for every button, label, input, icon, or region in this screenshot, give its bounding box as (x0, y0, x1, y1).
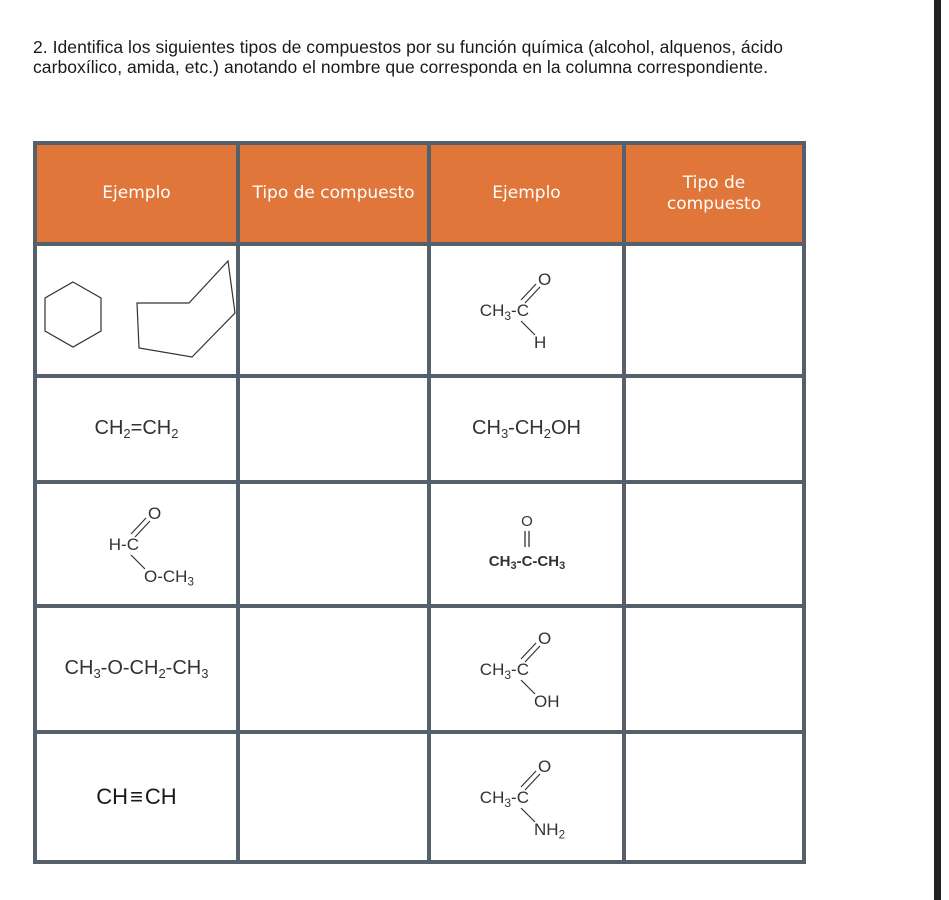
answer-cell[interactable] (624, 244, 804, 376)
chair-conformation-icon (137, 261, 235, 357)
bond-line (131, 518, 146, 534)
bond-line (525, 287, 540, 303)
oxygen-atom: O (537, 629, 551, 648)
example-cell (35, 244, 238, 376)
bond-line (521, 321, 535, 335)
answer-cell[interactable] (238, 732, 429, 862)
formula-text: $CH_3-O-CH_2-CH_3$ (64, 657, 209, 681)
answer-cell[interactable] (238, 606, 429, 732)
bond-line (521, 680, 535, 694)
carbonyl-structure (452, 619, 602, 719)
table-row (35, 732, 804, 862)
oxygen-atom: O (537, 270, 551, 289)
example-cell (429, 482, 624, 606)
example-cell (429, 244, 624, 376)
bond-line (521, 808, 535, 822)
answer-cell[interactable] (238, 376, 429, 482)
answer-cell[interactable] (238, 482, 429, 606)
cyclohexane-structures (39, 251, 234, 369)
formula-text: $CH_2=CH_2$ (94, 417, 179, 441)
bond-line (525, 646, 540, 662)
table-row (35, 606, 804, 732)
chain-label: $CH_3-C$ (479, 788, 529, 810)
compound-table (33, 141, 806, 864)
oxygen-atom: O (537, 757, 551, 776)
bond-line (521, 771, 536, 787)
example-cell (35, 376, 238, 482)
answer-cell[interactable] (624, 376, 804, 482)
substituent-label: OH (533, 692, 559, 711)
ketone-chain: $CH_3-C-CH_3$ (488, 553, 565, 572)
carbonyl-structure (452, 260, 602, 360)
bond-line (521, 284, 536, 300)
oxygen-atom: O (147, 504, 161, 523)
page-edge-rule (934, 0, 941, 900)
carbonyl-structure (452, 747, 602, 847)
table-row (35, 244, 804, 376)
header-ejemplo-1: Ejemplo (35, 143, 238, 244)
formula-text: $CH_3-CH_2OH$ (472, 417, 581, 441)
bond-line (521, 643, 536, 659)
example-cell (429, 732, 624, 862)
bond-line (131, 555, 145, 569)
hexagon-icon (45, 282, 101, 347)
answer-cell[interactable] (624, 606, 804, 732)
chain-label: H-C (108, 535, 139, 554)
header-tipo-2 (624, 143, 804, 244)
bond-line (135, 521, 150, 537)
substituent-label: $NH_2$ (533, 820, 565, 842)
alkyne-formula: CH≡CH (96, 784, 177, 809)
example-cell (35, 606, 238, 732)
header-row (35, 143, 804, 244)
table-row (35, 482, 804, 606)
answer-cell[interactable] (624, 732, 804, 862)
chain-label: $CH_3-C$ (479, 660, 529, 682)
example-cell (35, 732, 238, 862)
oxygen-atom: O (520, 513, 533, 530)
bond-line (525, 774, 540, 790)
substituent-label: H (533, 333, 546, 352)
answer-cell[interactable] (624, 482, 804, 606)
header-ejemplo-2: Ejemplo (429, 143, 624, 244)
example-cell (429, 376, 624, 482)
example-cell (429, 606, 624, 732)
chain-label: $CH_3-C$ (479, 301, 529, 323)
carbonyl-structure (62, 494, 212, 594)
table-row (35, 376, 804, 482)
example-cell (35, 482, 238, 606)
substituent-label: $O-CH_3$ (143, 567, 194, 589)
answer-cell[interactable] (238, 244, 429, 376)
header-tipo-1: Tipo de compuesto (238, 143, 429, 244)
header-tipo-2-label: Tipo de compuesto (666, 172, 762, 214)
ketone-structure (457, 504, 597, 584)
question-instructions: 2. Identifica los siguientes tipos de compuestos por su función química (alcohol, alquenos, ácido carboxílico, amida, etc.) anotando el nombre que corresponda en la columna correspondiente. (33, 37, 784, 77)
